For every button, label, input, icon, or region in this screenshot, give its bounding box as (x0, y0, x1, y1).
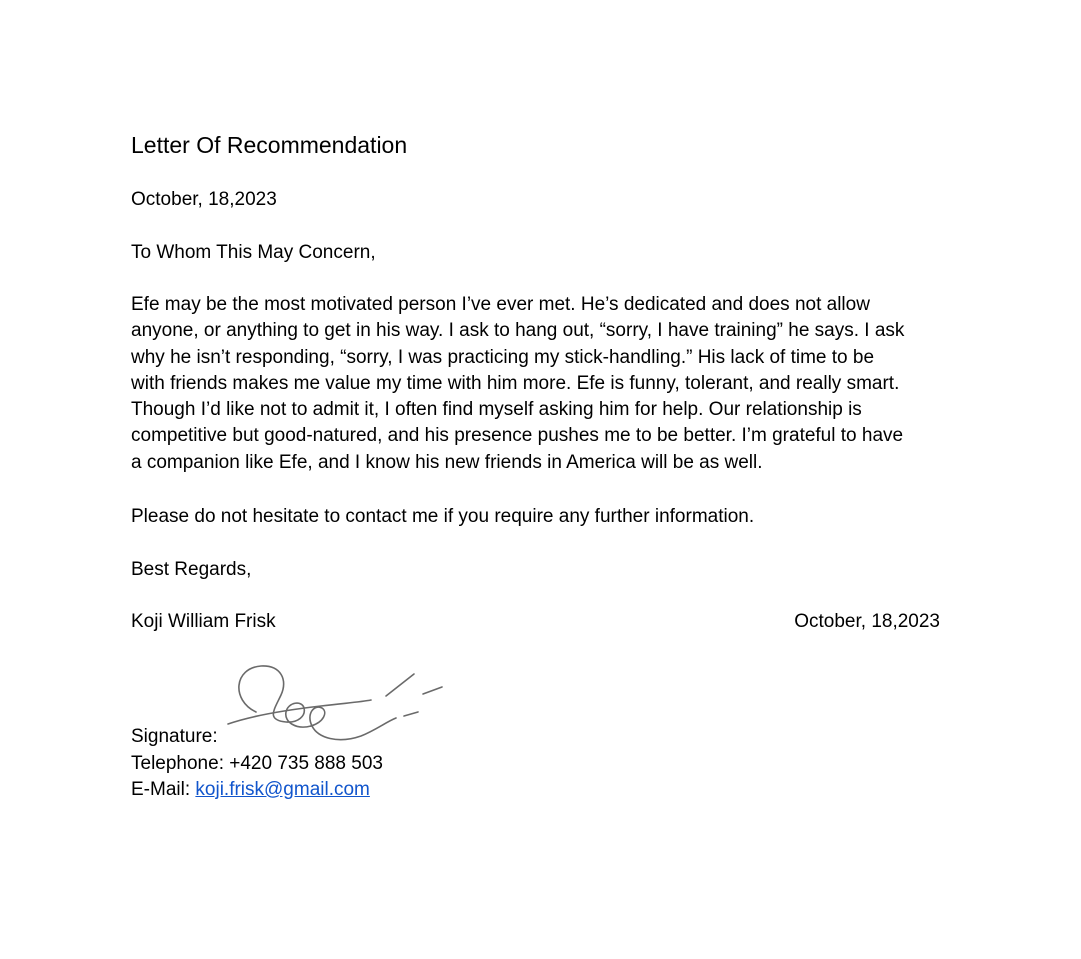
body-line: Though I’d like not to admit it, I often find myself asking him for help. Our relationship is (131, 399, 862, 421)
handwritten-signature (226, 660, 451, 750)
body-line: why he isn’t responding, “sorry, I was practicing my stick-handling.” His lack of time to be (131, 346, 875, 368)
letter-page (131, 0, 943, 959)
letter-title: Letter Of Recommendation (131, 132, 408, 158)
contact-note: Please do not hesitate to contact me if you require any further information. (131, 506, 755, 527)
telephone-line: Telephone: +420 735 888 503 (131, 753, 383, 774)
email-link[interactable]: koji.frisk@gmail.com (195, 779, 370, 800)
email-line (131, 777, 370, 803)
body-line: competitive but good-natured, and his presence pushes me to be better. I’m grateful to have (131, 425, 904, 447)
body-paragraph (131, 292, 943, 476)
closing: Best Regards, (131, 559, 252, 580)
body-line: Efe may be the most motivated person I’ve ever met. He’s dedicated and does not allow (131, 294, 870, 315)
body-line: a companion like Efe, and I know his new friends in America will be as well. (131, 451, 763, 473)
body-line: anyone, or anything to get in his way. I ask to hang out, “sorry, I have training” he says. I ask (131, 320, 905, 342)
salutation: To Whom This May Concern, (131, 242, 376, 263)
letter-date: October, 18,2023 (131, 189, 277, 210)
signed-date: October, 18,2023 (794, 611, 940, 632)
email-label: E-Mail: (131, 779, 196, 800)
signature-label: Signature: (131, 726, 218, 747)
body-line: with friends makes me value my time with him more. Efe is funny, tolerant, and really smart. (131, 372, 900, 394)
signer-name: Koji William Frisk (131, 611, 276, 632)
